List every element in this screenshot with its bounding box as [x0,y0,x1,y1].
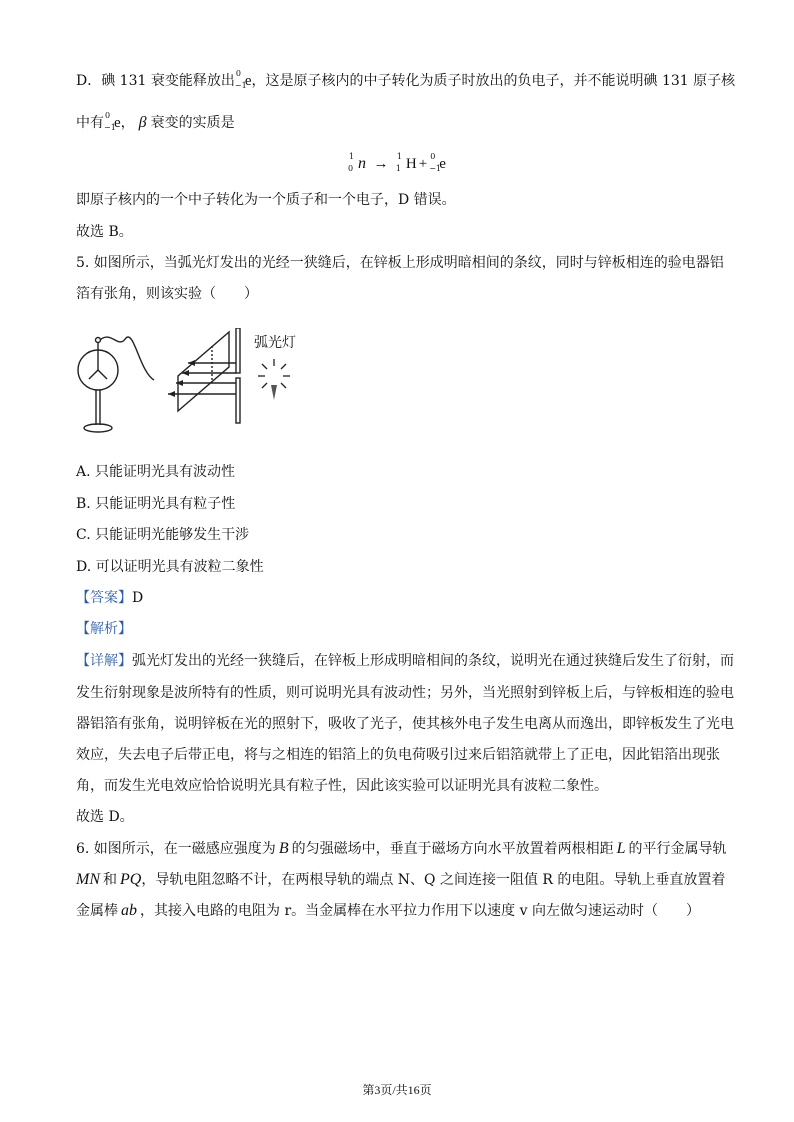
lamp-electrode [271,385,277,400]
detail-line-3: 器铝箔有张角，说明锌板在光的照射下，吸收了光子，使其核外电子发生电离从而逸出，即锌板发生了光电 [76,716,734,732]
option-d: D. 可以证明光具有波粒二象性 [76,559,264,575]
question-5-line-1: 5. 如图所示，当弧光灯发出的光经一狭缝后，在锌板上形成明暗相间的条纹，同时与锌板相连的验电器铝 [76,255,724,271]
answer-value: D [132,590,144,606]
connecting-wire [100,337,154,380]
line-p1: D．碘 131 衰变能释放出 0 −1 e，这是原子核内的中子转化为质子时放出的负电子，并不能说明碘 131 原子核 [76,69,736,90]
detail-line-2: 发生衍射现象是波所特有的性质，则可说明光具有波动性；另外，当光照射到锌板上后，与锌板相连的验电 [76,685,734,701]
arc-lamp [258,359,290,388]
line-p4: 故选 B。 [76,224,133,240]
nuclide-electron: 0 −1 [429,152,442,173]
nuclide-electron: 0 −1 [104,111,116,132]
beta-symbol: β [138,114,147,131]
detail-line-6: 故选 D。 [76,809,134,825]
experiment-figure [70,328,310,444]
detail-tag: 【详解】 [76,653,132,669]
option-a: A. 只能证明光具有波动性 [76,464,236,480]
line-p3: 即原子核内的一个中子转化为一个质子和一个电子，D 错误。 [76,192,456,208]
question-6-line-3: 金属棒 ab ，其接入电路的电阻为 r。当金属棒在水平拉力作用下以速度 v 向左做匀速运动时（ ） [76,902,700,919]
question-5-line-2: 箔有张角，则该实验（ ） [76,286,258,302]
question-6-line-1: 6. 如图所示，在一磁感应强度为 B 的匀强磁场中，垂直于磁场方向水平放置着两根相距 L 的平行金属导轨 [76,840,727,857]
option-c: C. 只能证明光能够发生干涉 [76,527,250,543]
page-footer: 第3页/共16页 [362,1083,432,1097]
question-6-line-2: MN 和 PQ，导轨电阻忽略不计，在两根导轨的端点 N、Q 之间连接一阻值 R 的电阻。导轨上垂直放置着 [76,871,726,888]
figure-label-arc-lamp: 弧光灯 [254,335,296,351]
answer-tag: 【答案】 [76,590,132,606]
text: D．碘 131 衰变能释放出 [76,73,235,89]
decay-equation: 1 0 n → 1 1 H + 0 −1 e [348,152,446,173]
text: ，这是原子核内的中子转化为质子时放出的负电子，并不能说明碘 131 原子核 [251,73,736,89]
detail-line-4: 效应，失去电子后带正电，将与之相连的铝箔上的负电荷吸引过来后铝箔就带上了正电，因此铝箔出现张 [76,747,720,763]
nuclide-electron: 0 −1 [234,69,247,90]
detail-line-1: 【详解】弧光灯发出的光经一狭缝后，在锌板上形成明暗相间的条纹，说明光在通过狭缝后发生了衍射，而 [76,653,734,669]
answer-line [76,588,143,608]
analysis-tag: 【解析】 [76,621,132,637]
option-b: B. 只能证明光具有粒子性 [76,496,236,512]
line-p2: 中有 0 −1 e， β 衰变的实质是 [76,111,235,132]
nuclide-neutron: 1 0 [348,152,355,173]
nuclide-proton: 1 1 [395,152,402,173]
detail-line-5: 角，而发生光电效应恰恰说明光具有粒子性，因此该实验可以证明光具有波粒二象性。 [76,778,608,794]
